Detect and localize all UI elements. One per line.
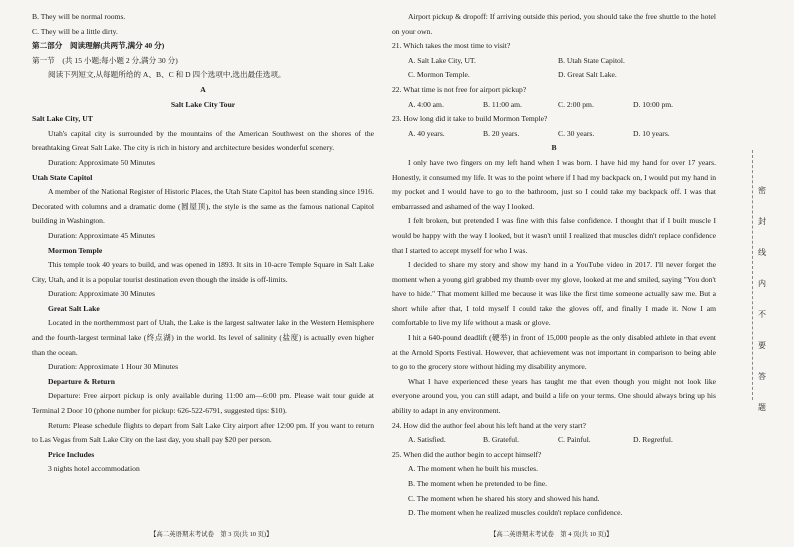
option-b-prev: B. They will be normal rooms. [32, 12, 126, 21]
section-title: Utah State Capitol [32, 172, 93, 182]
question-22: 22. What time is not free for airport pickup? [392, 84, 527, 94]
option: A. Salt Lake City, UT. [408, 55, 476, 65]
passage-a-letter: A [200, 84, 206, 94]
left-page [32, 10, 374, 477]
section-body: Utah's capital city is surrounded by the mountains of the American Southwest on the shores of the breathtaking Great Salt Lake. The city is rich in history and architecture besides wonderful scenery. [32, 128, 374, 153]
options-21b [392, 68, 716, 83]
section-title: Mormon Temple [48, 245, 103, 255]
seal-char: 不 [758, 310, 766, 319]
options-21 [392, 54, 716, 69]
right-page [392, 10, 716, 521]
departure-title: Departure & Return [48, 376, 115, 386]
right-footer: 【高二英语期末考试卷 第 4 页(共 10 页)】 [490, 531, 613, 538]
seal-line [752, 150, 753, 400]
price-item: 3 nights hotel accommodation [48, 464, 140, 474]
question-21: 21. Which takes the most time to visit? [392, 41, 511, 51]
section-duration: Duration: Approximate 50 Minutes [48, 157, 155, 167]
options-23 [392, 127, 716, 142]
section-duration: Duration: Approximate 1 Hour 30 Minutes [48, 362, 179, 372]
departure-body: Departure: Free airport pickup is only available during 11:00 am—6:00 pm. Please wait tour guide at Terminal 2 Door 10 (phone number for pickup: 626-522-6791, suggested tips: $10). [32, 391, 374, 416]
option: D. Great Salt Lake. [558, 70, 617, 80]
left-footer: 【高二英语期末考试卷 第 3 页(共 10 页)】 [150, 531, 273, 538]
seal-char: 题 [758, 403, 766, 412]
instruction: 阅读下列短文,从每题所给的 A、B、C 和 D 四个选项中,选出最佳选项。 [48, 70, 286, 80]
option: B. Grateful. [483, 435, 520, 445]
pickup-text: Airport pickup & dropoff: If arriving outside this period, you should take the free shuttle to the hotel on your own. [392, 12, 716, 36]
section-title: Salt Lake City, UT [32, 114, 93, 124]
question-24: 24. How did the author feel about his left hand at the very start? [392, 420, 587, 430]
option: C. The moment when he shared his story and showed his hand. [408, 493, 600, 503]
option: A. The moment when he built his muscles. [408, 464, 538, 474]
paragraph: What I have experienced these years has taught me that even though you might not look like everyone around you, you can still adapt, and build a life on your terms. One should always bring up his ability to adapt in any environment. [392, 376, 716, 416]
option-c-prev: C. They will be a little dirty. [32, 26, 118, 36]
option: B. Utah State Capitol. [558, 55, 625, 65]
seal-text [758, 175, 768, 423]
options-24 [392, 433, 716, 448]
seal-char: 答 [758, 372, 766, 381]
section-body: A member of the National Register of Historic Places, the Utah State Capitol has been standing since 1916. Decorated with columns and a dramatic dome (圆屋顶), the style is the same as the famous national Capitol building in Washington. [32, 187, 374, 226]
section-body: Located in the northernmost part of Utah, the Lake is the largest saltwater lake in the Western Hemisphere and the fourth-largest terminal lake (终点湖) in the world. Its level of salinity (盐度) is actually even higher than the ocean. [32, 318, 374, 357]
section-body: This temple took 40 years to build, and was opened in 1893. It sits in 10-acre Temple Square in Salt Lake City, Utah, and it is a popular tourist destination even though the inside is off-limits. [32, 260, 374, 284]
seal-char: 密 [758, 186, 766, 195]
option: B. 11:00 am. [483, 99, 522, 109]
option: B. The moment when he pretended to be fine. [408, 479, 548, 488]
passage-b-letter: B [551, 143, 557, 153]
paragraph: I decided to share my story and show my hand in a YouTube video in 2017. I'll never forget the moment when a young girl grabbed my thumb over my glove, looked at me and smiled, saying "You don't have to hide." That moment killed me because it was like the first time someone actually saw me. But a short while after that, I told myself I could take the gloves off, and finally I made it. Now I am comfortable to live my life without a mask or glove. [392, 260, 716, 328]
section-title: Great Salt Lake [48, 303, 100, 313]
option: B. 20 years. [483, 128, 520, 138]
option: C. Painful. [558, 435, 591, 445]
option: A. 4:00 am. [408, 99, 444, 109]
option: C. 30 years. [558, 128, 595, 138]
option: A. Satisfied. [408, 435, 446, 445]
seal-char: 内 [758, 279, 766, 288]
option: D. 10:00 pm. [633, 99, 674, 109]
question-25: 25. When did the author begin to accept himself? [392, 449, 542, 459]
paragraph: I hit a 640-pound deadlift (硬举) in front of 15,000 people as the only disabled athlete in that event at the Arnold Sports Festival. However, that achievement was not important in comparison to being able to go to the grocery store without hiding my disability anymore. [392, 333, 716, 372]
option: D. The moment when he realized muscles couldn't replace confidence. [408, 508, 623, 518]
section-duration: Duration: Approximate 45 Minutes [48, 230, 155, 240]
seal-char: 线 [758, 248, 766, 257]
seal-margin [740, 0, 794, 547]
question-23: 23. How long did it take to build Mormon Temple? [392, 114, 548, 124]
section-duration: Duration: Approximate 30 Minutes [48, 289, 155, 299]
options-22 [392, 98, 716, 113]
section1-heading: 第一节 (共 15 小题;每小题 2 分,满分 30 分) [32, 55, 178, 65]
passage-a-title: Salt Lake City Tour [170, 99, 236, 109]
paragraph: I felt broken, but pretended I was fine with this false confidence. I thought that if I built muscle I would be happy with the way I looked, but it wasn't until I realized that muscles didn't replace confidence that I started to accept myself for who I was. [392, 216, 716, 255]
part2-heading: 第二部分 阅读理解(共两节,满分 40 分) [32, 41, 165, 51]
option: D. Regretful. [633, 435, 673, 445]
option: C. 2:00 pm. [558, 99, 594, 109]
seal-char: 要 [758, 341, 766, 350]
option: C. Mormon Temple. [408, 70, 470, 80]
price-title: Price Includes [48, 449, 95, 459]
option: D. 10 years. [633, 128, 670, 138]
seal-char: 封 [758, 217, 766, 226]
option: A. 40 years. [408, 128, 445, 138]
return-body: Return: Please schedule flights to depart from Salt Lake City airport after 12:00 pm. If you want to return to Las Vegas from Salt Lake City on the last day, you shall pay $20 per person. [32, 420, 374, 445]
paragraph: I only have two fingers on my left hand when I was born. I have hid my hand for over 17 years. Honestly, it consumed my life. It was to the point where if I had my backpack on, I would put my hand in my pocket and I would have to go to the bathroom, just so I could take my backpack off. I was that embarrassed and ashamed of the way I looked. [392, 157, 716, 211]
